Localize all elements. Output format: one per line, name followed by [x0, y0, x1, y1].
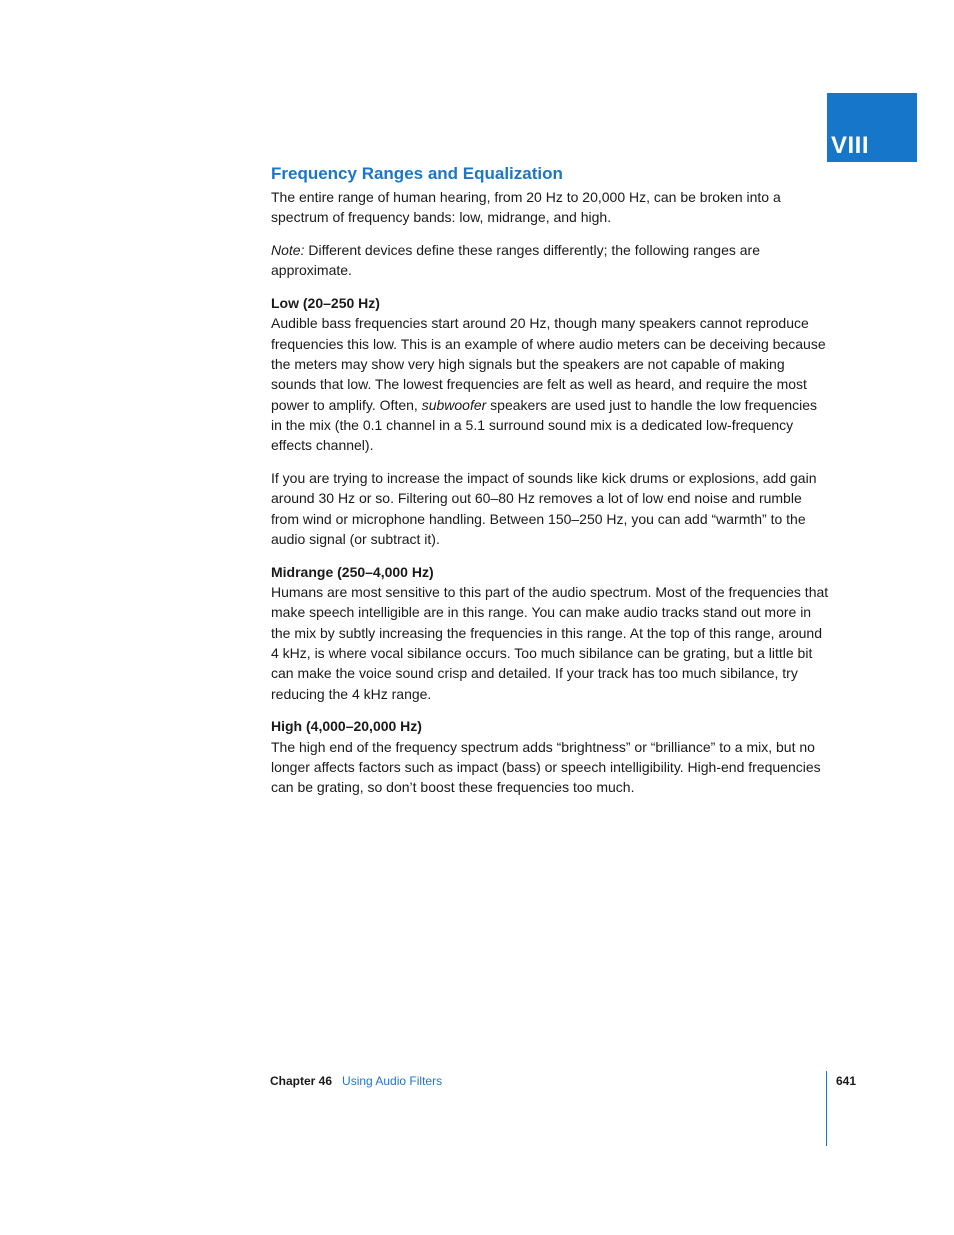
midrange-section — [271, 562, 831, 704]
midrange-heading: Midrange (250–4,000 Hz) — [271, 563, 434, 580]
low-paragraph-1-start: Audible bass frequencies start around 20 Hz, though many speakers cannot reproduce frequencies this low. This is an example of where audio meters can be deceiving because the meters may show very high signals but the speakers are not capable of making sounds that low. The lowest frequencies are felt as well as heard, and require the most power to amplify. Often, — [271, 315, 826, 413]
note-paragraph — [271, 240, 831, 281]
part-tab — [827, 93, 917, 162]
low-heading: Low (20–250 Hz) — [271, 295, 380, 312]
note-text: Different devices define these ranges differently; the following ranges are approximate. — [271, 242, 761, 279]
footer-divider — [826, 1071, 827, 1146]
low-section — [271, 293, 831, 549]
note-label: Note: — [271, 242, 305, 259]
subwoofer-term: subwoofer — [421, 396, 487, 413]
midrange-paragraph: Humans are most sensitive to this part of the audio spectrum. Most of the frequencies that make speech intelligible are in this range. You can make audio tracks stand out more in the mix by subtly increasing the frequencies in this range. At the top of this range, around 4 kHz, is where vocal sibilance occurs. Too much sibilance can be grating, but a little bit can make the voice sound crisp and detailed. If your track has too much sibilance, try reducing the 4 kHz range. — [271, 584, 829, 702]
part-tab-label: VIII — [831, 132, 870, 159]
page-number: 641 — [836, 1074, 857, 1088]
high-paragraph: The high end of the frequency spectrum adds “brightness” or “brilliance” to a mix, but no longer affects factors such as impact (bass) or speech intelligibility. High-end frequencies can be grating, so don’t boost these frequencies too much. — [271, 738, 821, 796]
low-paragraph-2: If you are trying to increase the impact of sounds like kick drums or explosions, add gain around 30 Hz or so. Filtering out 60–80 Hz removes a lot of low end noise and rumble from wind or microphone handling. Between 150–250 Hz, you can add “warmth” to the audio signal (or subtract it). — [271, 470, 817, 547]
page-content — [271, 160, 831, 810]
low-paragraph-1 — [271, 313, 831, 455]
section-title: Frequency Ranges and Equalization — [271, 164, 563, 183]
low-paragraph-1-end: speakers are used just to handle the low frequencies in the mix (the 0.1 channel in a 5.1 surround sound mix is a dedicated low-frequency effects channel). — [271, 396, 818, 454]
high-section — [271, 716, 831, 797]
chapter-title-link[interactable]: Using Audio Filters — [342, 1074, 443, 1088]
high-heading: High (4,000–20,000 Hz) — [271, 718, 422, 735]
intro-paragraph: The entire range of human hearing, from 20 Hz to 20,000 Hz, can be broken into a spectrum of frequency bands: low, midrange, and high. — [271, 189, 781, 226]
footer-chapter — [270, 1073, 442, 1089]
chapter-number: Chapter 46 — [270, 1074, 333, 1088]
